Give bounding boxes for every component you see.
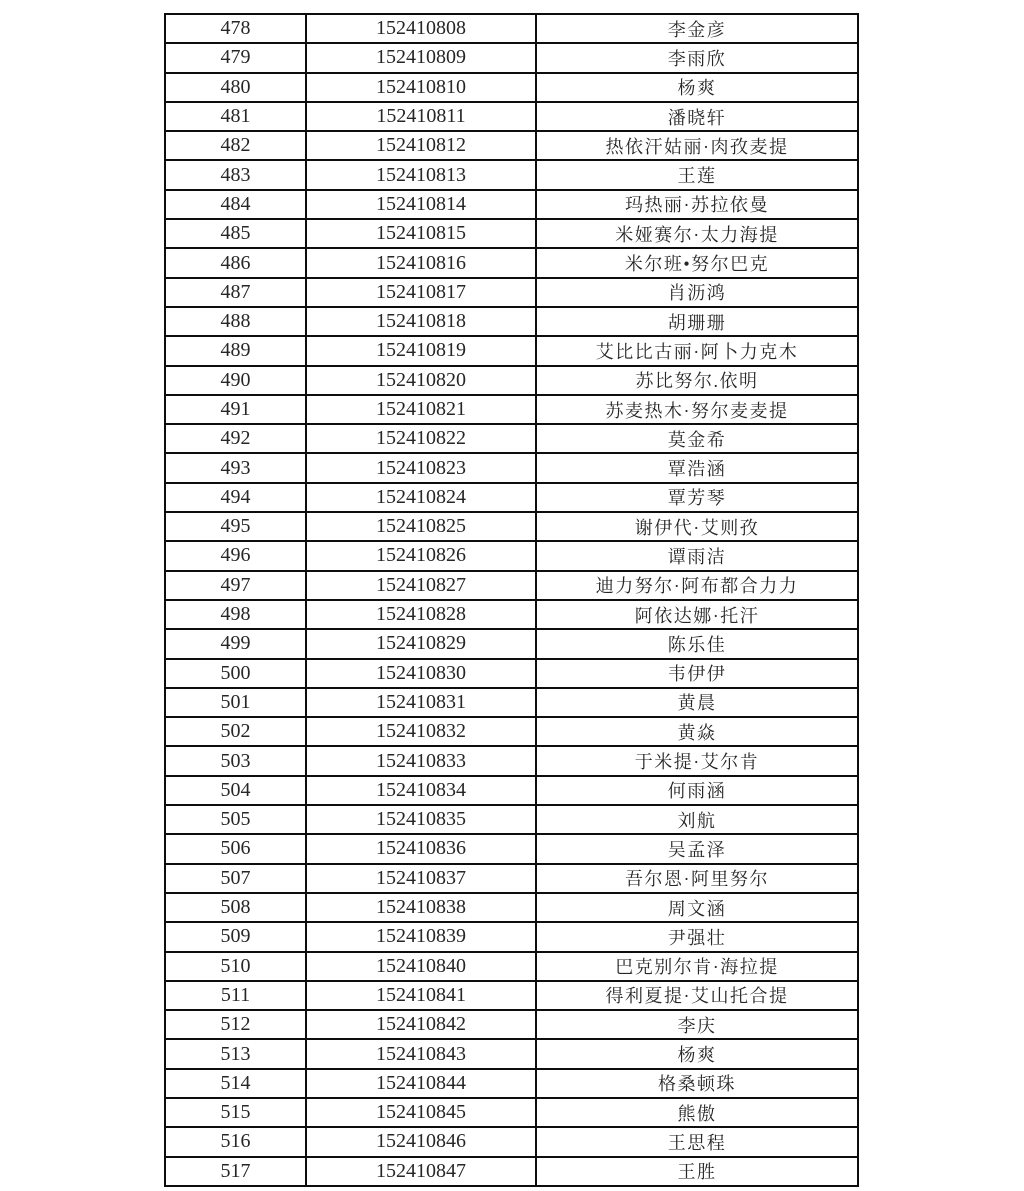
serial-number-cell: 502 xyxy=(165,717,306,746)
table-row xyxy=(165,1069,858,1098)
candidate-id-cell: 152410822 xyxy=(306,424,536,453)
candidate-name-cell: 苏比努尔.依明 xyxy=(536,366,858,395)
candidate-name-cell: 李庆 xyxy=(536,1010,858,1039)
table-row xyxy=(165,248,858,277)
table-row xyxy=(165,43,858,72)
serial-number-cell: 485 xyxy=(165,219,306,248)
candidate-name-cell: 热依汗姑丽·肉孜麦提 xyxy=(536,131,858,160)
candidate-id-cell: 152410828 xyxy=(306,600,536,629)
serial-number-cell: 490 xyxy=(165,366,306,395)
candidate-id-cell: 152410842 xyxy=(306,1010,536,1039)
serial-number-cell: 482 xyxy=(165,131,306,160)
table-row xyxy=(165,981,858,1010)
candidate-name-cell: 谭雨洁 xyxy=(536,541,858,570)
table-row xyxy=(165,541,858,570)
candidate-name-cell: 黄焱 xyxy=(536,717,858,746)
serial-number-cell: 499 xyxy=(165,629,306,658)
candidate-id-cell: 152410823 xyxy=(306,453,536,482)
table-row xyxy=(165,746,858,775)
table-row xyxy=(165,307,858,336)
table-row xyxy=(165,571,858,600)
serial-number-cell: 497 xyxy=(165,571,306,600)
candidate-id-cell: 152410819 xyxy=(306,336,536,365)
table-row xyxy=(165,190,858,219)
candidate-id-cell: 152410838 xyxy=(306,893,536,922)
candidate-id-cell: 152410808 xyxy=(306,14,536,43)
candidate-name-cell: 吴孟泽 xyxy=(536,834,858,863)
serial-number-cell: 506 xyxy=(165,834,306,863)
table-row xyxy=(165,717,858,746)
serial-number-cell: 514 xyxy=(165,1069,306,1098)
candidate-id-cell: 152410833 xyxy=(306,746,536,775)
table-row xyxy=(165,659,858,688)
table-row xyxy=(165,278,858,307)
table-row xyxy=(165,483,858,512)
candidate-id-cell: 152410839 xyxy=(306,922,536,951)
candidate-name-cell: 巴克别尔肯·海拉提 xyxy=(536,952,858,981)
candidate-name-cell: 玛热丽·苏拉依曼 xyxy=(536,190,858,219)
candidate-name-cell: 胡珊珊 xyxy=(536,307,858,336)
candidate-name-cell: 杨爽 xyxy=(536,73,858,102)
candidate-id-cell: 152410844 xyxy=(306,1069,536,1098)
candidate-name-cell: 覃芳琴 xyxy=(536,483,858,512)
student-roster-table xyxy=(164,13,859,1187)
candidate-name-cell: 王莲 xyxy=(536,160,858,189)
candidate-id-cell: 152410829 xyxy=(306,629,536,658)
serial-number-cell: 487 xyxy=(165,278,306,307)
table-row xyxy=(165,864,858,893)
serial-number-cell: 515 xyxy=(165,1098,306,1127)
serial-number-cell: 509 xyxy=(165,922,306,951)
serial-number-cell: 489 xyxy=(165,336,306,365)
candidate-name-cell: 潘晓轩 xyxy=(536,102,858,131)
candidate-id-cell: 152410818 xyxy=(306,307,536,336)
candidate-id-cell: 152410846 xyxy=(306,1127,536,1156)
table-row xyxy=(165,952,858,981)
candidate-id-cell: 152410809 xyxy=(306,43,536,72)
serial-number-cell: 508 xyxy=(165,893,306,922)
table-row xyxy=(165,395,858,424)
serial-number-cell: 513 xyxy=(165,1039,306,1068)
candidate-name-cell: 莫金希 xyxy=(536,424,858,453)
candidate-name-cell: 阿依达娜·托汗 xyxy=(536,600,858,629)
serial-number-cell: 481 xyxy=(165,102,306,131)
candidate-id-cell: 152410827 xyxy=(306,571,536,600)
table-row xyxy=(165,336,858,365)
candidate-id-cell: 152410815 xyxy=(306,219,536,248)
table-row xyxy=(165,1098,858,1127)
candidate-id-cell: 152410821 xyxy=(306,395,536,424)
serial-number-cell: 503 xyxy=(165,746,306,775)
candidate-id-cell: 152410843 xyxy=(306,1039,536,1068)
candidate-name-cell: 得利夏提·艾山托合提 xyxy=(536,981,858,1010)
table-row xyxy=(165,366,858,395)
candidate-id-cell: 152410826 xyxy=(306,541,536,570)
serial-number-cell: 498 xyxy=(165,600,306,629)
serial-number-cell: 491 xyxy=(165,395,306,424)
candidate-id-cell: 152410836 xyxy=(306,834,536,863)
candidate-name-cell: 格桑顿珠 xyxy=(536,1069,858,1098)
table-row xyxy=(165,1127,858,1156)
candidate-name-cell: 韦伊伊 xyxy=(536,659,858,688)
table-row xyxy=(165,14,858,43)
candidate-id-cell: 152410817 xyxy=(306,278,536,307)
serial-number-cell: 483 xyxy=(165,160,306,189)
candidate-id-cell: 152410820 xyxy=(306,366,536,395)
candidate-name-cell: 王思程 xyxy=(536,1127,858,1156)
candidate-name-cell: 于米提·艾尔肯 xyxy=(536,746,858,775)
candidate-name-cell: 苏麦热木·努尔麦麦提 xyxy=(536,395,858,424)
serial-number-cell: 488 xyxy=(165,307,306,336)
table-row xyxy=(165,512,858,541)
table-row xyxy=(165,776,858,805)
table-row xyxy=(165,893,858,922)
candidate-name-cell: 米娅赛尔·太力海提 xyxy=(536,219,858,248)
candidate-name-cell: 米尔班•努尔巴克 xyxy=(536,248,858,277)
candidate-id-cell: 152410810 xyxy=(306,73,536,102)
candidate-name-cell: 肖沥鸿 xyxy=(536,278,858,307)
table-row xyxy=(165,600,858,629)
candidate-id-cell: 152410840 xyxy=(306,952,536,981)
serial-number-cell: 501 xyxy=(165,688,306,717)
candidate-name-cell: 迪力努尔·阿布都合力力 xyxy=(536,571,858,600)
candidate-name-cell: 杨爽 xyxy=(536,1039,858,1068)
table-row xyxy=(165,219,858,248)
candidate-name-cell: 周文涵 xyxy=(536,893,858,922)
serial-number-cell: 516 xyxy=(165,1127,306,1156)
serial-number-cell: 496 xyxy=(165,541,306,570)
candidate-id-cell: 152410837 xyxy=(306,864,536,893)
table-row xyxy=(165,102,858,131)
serial-number-cell: 480 xyxy=(165,73,306,102)
candidate-name-cell: 艾比比古丽·阿卜力克木 xyxy=(536,336,858,365)
table-row xyxy=(165,629,858,658)
serial-number-cell: 505 xyxy=(165,805,306,834)
candidate-name-cell: 熊傲 xyxy=(536,1098,858,1127)
table-row xyxy=(165,160,858,189)
serial-number-cell: 500 xyxy=(165,659,306,688)
candidate-name-cell: 刘航 xyxy=(536,805,858,834)
serial-number-cell: 507 xyxy=(165,864,306,893)
serial-number-cell: 512 xyxy=(165,1010,306,1039)
candidate-name-cell: 吾尔恩·阿里努尔 xyxy=(536,864,858,893)
table-row xyxy=(165,688,858,717)
table-row xyxy=(165,1157,858,1186)
candidate-id-cell: 152410834 xyxy=(306,776,536,805)
candidate-name-cell: 覃浩涵 xyxy=(536,453,858,482)
table-row xyxy=(165,834,858,863)
candidate-name-cell: 黄晨 xyxy=(536,688,858,717)
table-row xyxy=(165,805,858,834)
table-row xyxy=(165,424,858,453)
serial-number-cell: 494 xyxy=(165,483,306,512)
candidate-id-cell: 152410811 xyxy=(306,102,536,131)
candidate-name-cell: 谢伊代·艾则孜 xyxy=(536,512,858,541)
candidate-id-cell: 152410814 xyxy=(306,190,536,219)
serial-number-cell: 486 xyxy=(165,248,306,277)
candidate-id-cell: 152410835 xyxy=(306,805,536,834)
table-row xyxy=(165,73,858,102)
candidate-name-cell: 陈乐佳 xyxy=(536,629,858,658)
serial-number-cell: 484 xyxy=(165,190,306,219)
candidate-id-cell: 152410832 xyxy=(306,717,536,746)
serial-number-cell: 495 xyxy=(165,512,306,541)
candidate-id-cell: 152410830 xyxy=(306,659,536,688)
serial-number-cell: 492 xyxy=(165,424,306,453)
candidate-id-cell: 152410812 xyxy=(306,131,536,160)
serial-number-cell: 510 xyxy=(165,952,306,981)
candidate-id-cell: 152410816 xyxy=(306,248,536,277)
table-row xyxy=(165,922,858,951)
table-row xyxy=(165,1039,858,1068)
candidate-name-cell: 李雨欣 xyxy=(536,43,858,72)
candidate-name-cell: 李金彦 xyxy=(536,14,858,43)
student-roster-table-body xyxy=(165,14,858,1186)
candidate-name-cell: 王胜 xyxy=(536,1157,858,1186)
serial-number-cell: 504 xyxy=(165,776,306,805)
candidate-id-cell: 152410831 xyxy=(306,688,536,717)
candidate-id-cell: 152410813 xyxy=(306,160,536,189)
serial-number-cell: 478 xyxy=(165,14,306,43)
table-row xyxy=(165,453,858,482)
candidate-id-cell: 152410825 xyxy=(306,512,536,541)
candidate-id-cell: 152410841 xyxy=(306,981,536,1010)
candidate-id-cell: 152410824 xyxy=(306,483,536,512)
candidate-name-cell: 何雨涵 xyxy=(536,776,858,805)
candidate-name-cell: 尹强壮 xyxy=(536,922,858,951)
serial-number-cell: 517 xyxy=(165,1157,306,1186)
table-row xyxy=(165,1010,858,1039)
serial-number-cell: 493 xyxy=(165,453,306,482)
candidate-id-cell: 152410845 xyxy=(306,1098,536,1127)
serial-number-cell: 511 xyxy=(165,981,306,1010)
table-row xyxy=(165,131,858,160)
serial-number-cell: 479 xyxy=(165,43,306,72)
candidate-id-cell: 152410847 xyxy=(306,1157,536,1186)
